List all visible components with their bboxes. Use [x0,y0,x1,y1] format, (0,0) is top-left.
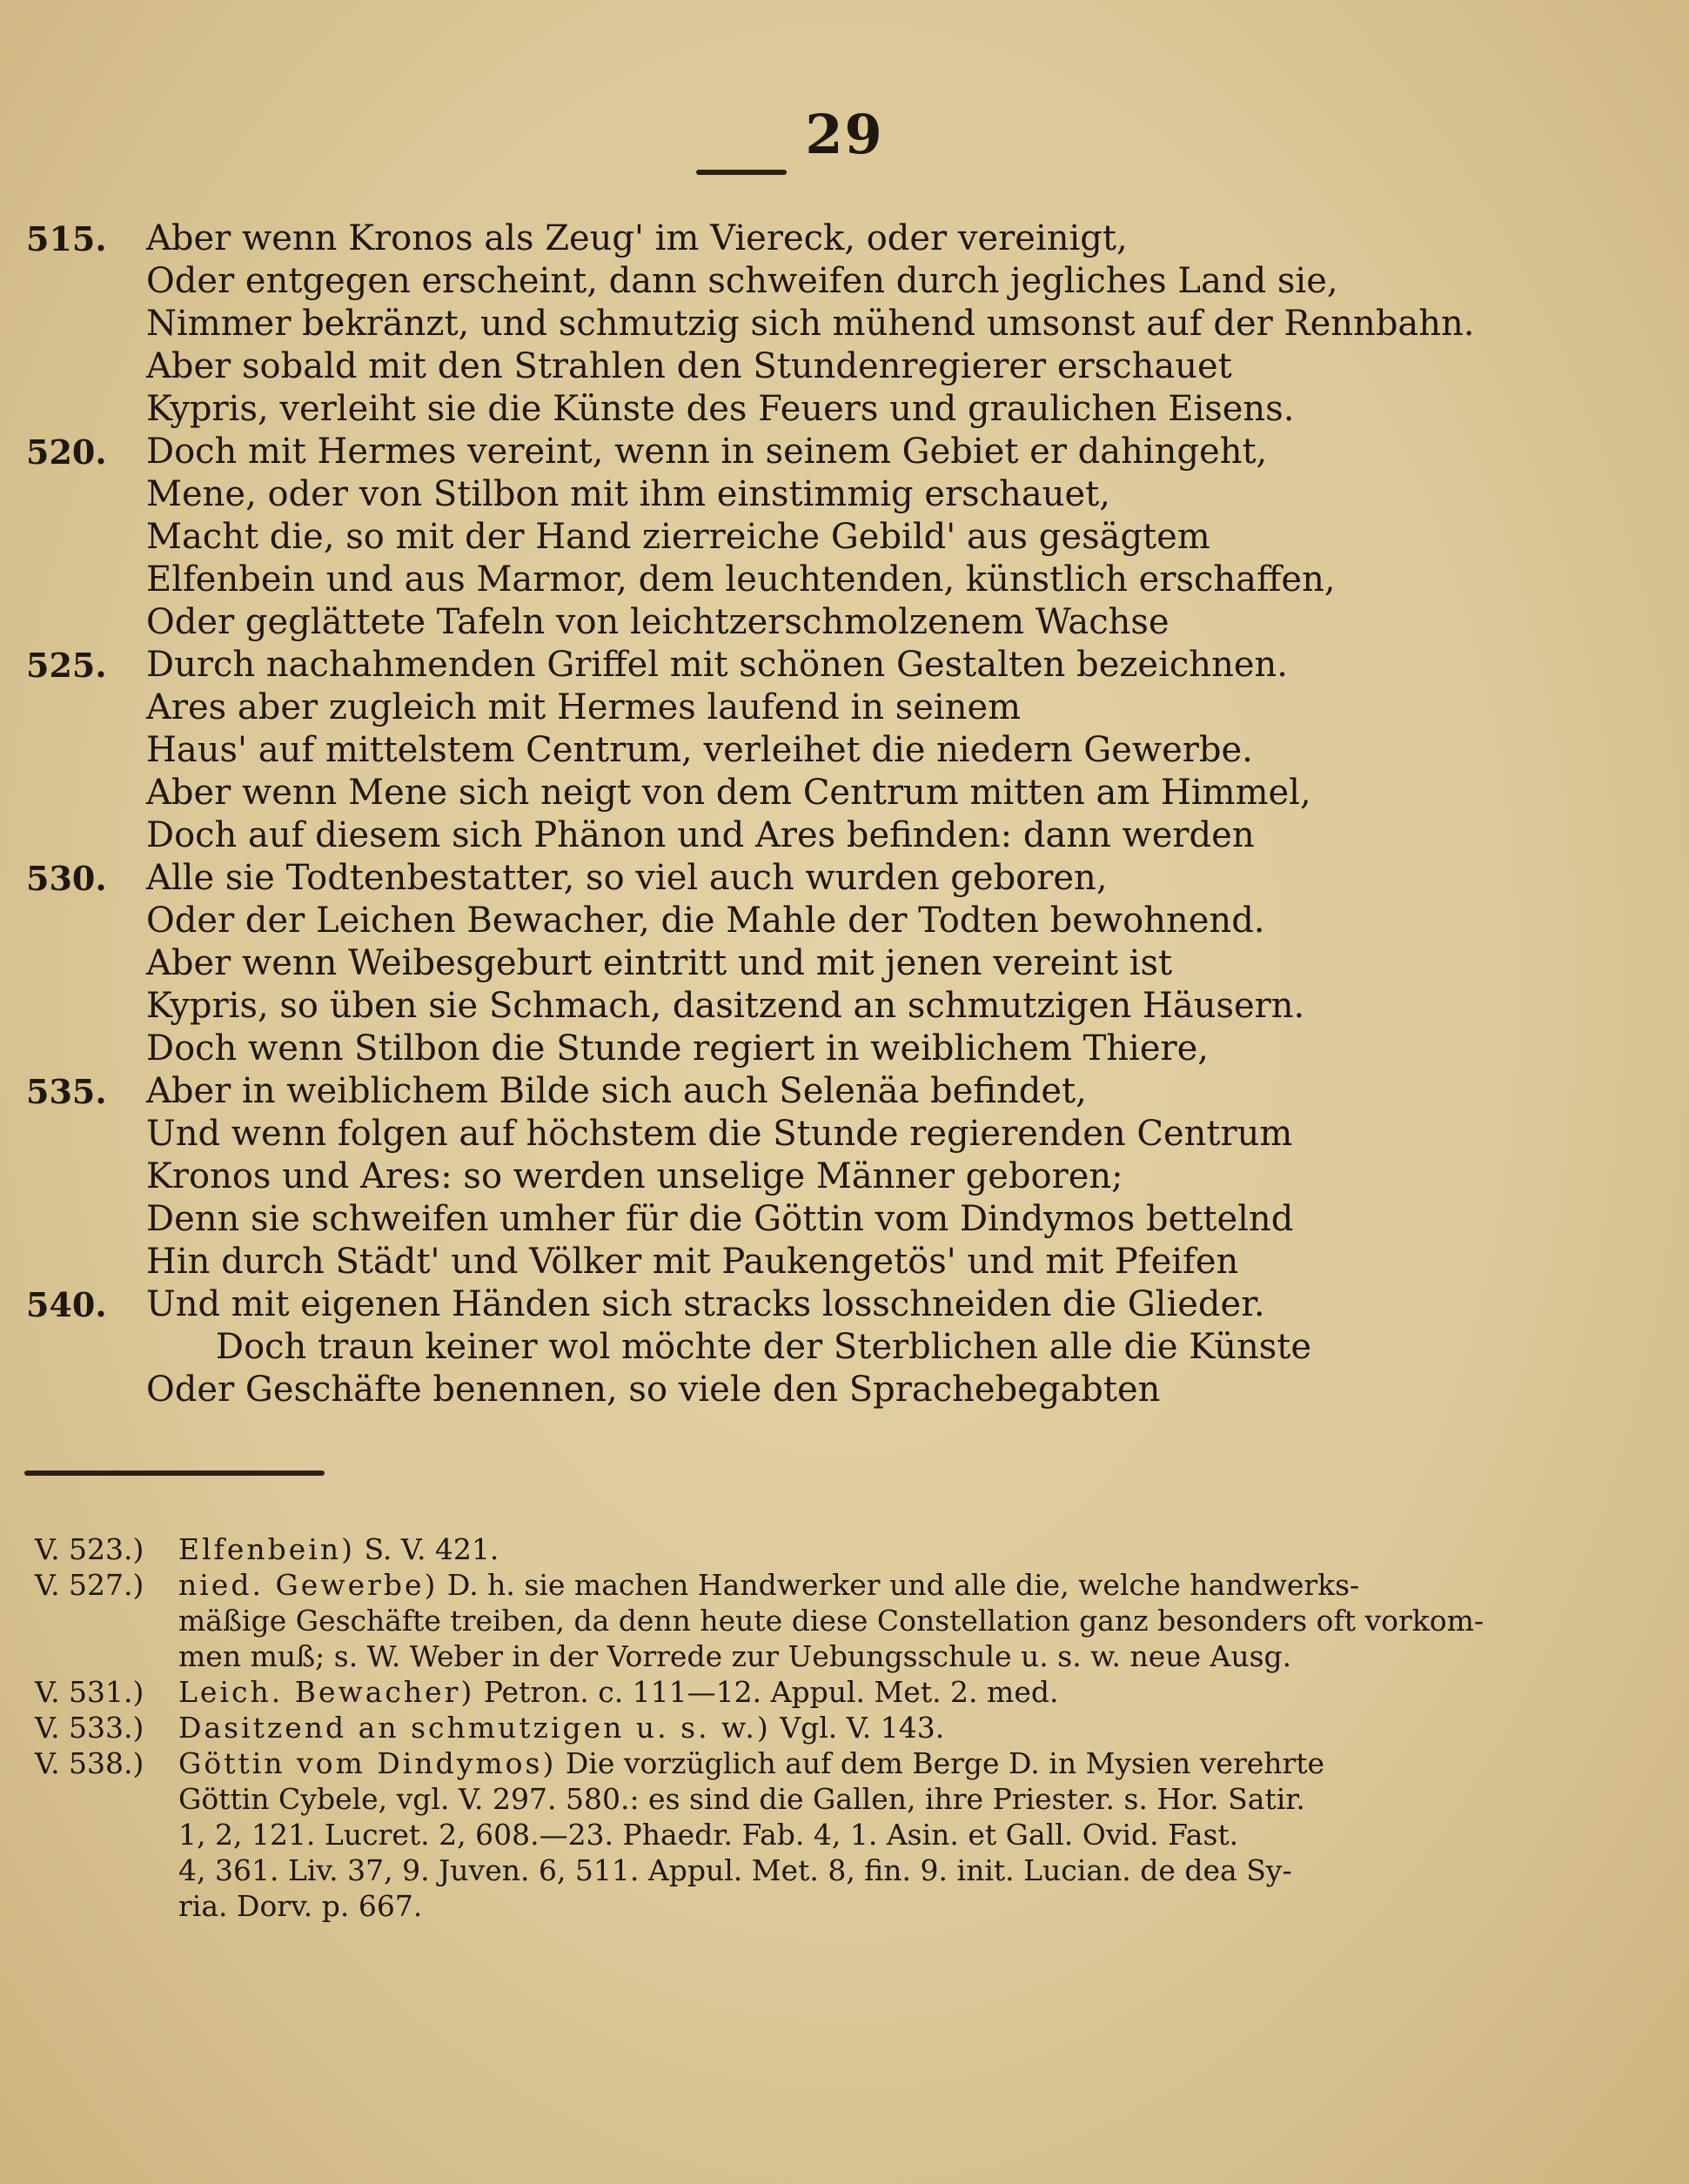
verse-line-text: Kypris, so üben sie Schmach, dasitzend an schmutzigen Häusern. [146,986,1305,1026]
footnote-line [178,1817,1462,1852]
verse-line [26,260,1558,303]
footnote [35,1531,1462,1567]
verse-line [26,900,1558,942]
footnote-text: 4, 361. Liv. 37, 9. Juven. 6, 511. Appul. Met. 8, fin. 9. init. Lucian. de dea Sy- [178,1853,1292,1887]
footnote-line [178,1531,1462,1567]
verse-line [26,601,1558,644]
verse-line-number: 535. [26,1072,107,1111]
verse-line [26,303,1558,345]
verse-line-text: Oder Geschäfte benennen, so viele den Sprachebegabten [146,1370,1161,1410]
footnote-line [178,1674,1462,1710]
verse-line [26,345,1558,388]
verse-line [26,1369,1558,1411]
verse-line-number: 515. [26,219,107,258]
verse-line [26,431,1558,473]
footnote [35,1567,1485,1674]
footnote-verse-ref: V. 523.) [35,1532,144,1566]
footnote-text: 1, 2, 121. Lucret. 2, 608.—23. Phaedr. Fab. 4, 1. Asin. et Gall. Ovid. Fast. [178,1818,1239,1852]
footnote-separator-rule [24,1471,325,1476]
verse-line [26,644,1558,687]
verse-line-text: Hin durch Städt' und Völker mit Paukengetös' und mit Pfeifen [146,1242,1239,1282]
verse-line-number: 530. [26,859,107,898]
footnote-text: ria. Dorv. p. 667. [178,1889,423,1923]
footnote-lemma: Elfenbein) [178,1532,355,1566]
verse-line [26,1113,1558,1156]
page-number: 29 [805,103,884,166]
footnote-text: Petron. c. 111—12. Appul. Met. 2. med. [483,1675,1059,1709]
footnote-text: S. V. 421. [364,1532,499,1566]
verse-line [26,1283,1558,1326]
verse-line [26,516,1558,559]
footnote [35,1710,1462,1745]
verse-line-text: Macht die, so mit der Hand zierreiche Gebild' aus gesägtem [146,517,1210,557]
verse-line-text: Oder geglättete Tafeln von leichtzerschmolzenem Wachse [146,602,1170,642]
verse-line [26,985,1558,1028]
footnote-lemma: Göttin vom Dindymos) [178,1746,557,1780]
footnote-text: mäßige Geschäfte treiben, da denn heute diese Constellation ganz besonders oft vorkom- [178,1604,1485,1638]
verse-line [26,1198,1558,1241]
footnote-verse-ref: V. 538.) [35,1746,144,1780]
footnote [35,1674,1462,1710]
footnotes-block [35,1531,1485,1924]
footnote-text: men muß; s. W. Weber in der Vorrede zur Uebungsschule u. s. w. neue Ausg. [178,1639,1292,1673]
verse-line-text: Durch nachahmenden Griffel mit schönen Gestalten bezeichnen. [146,645,1288,685]
footnote-lemma: nied. Gewerbe) [178,1568,439,1602]
verse-line-text: Oder der Leichen Bewacher, die Mahle der Todten bewohnend. [146,901,1265,941]
footnote-verse-ref: V. 533.) [35,1711,144,1745]
footnote-line [178,1852,1462,1888]
verse-line-text: Doch wenn Stilbon die Stunde regiert in weiblichem Thiere, [146,1028,1210,1069]
verse-line [26,1241,1558,1283]
footnote-line [178,1888,1462,1924]
footnote-lemma: Leich. Bewacher) [178,1675,475,1709]
verse-line-text: Aber in weiblichem Bilde sich auch Selenäa befindet, [146,1071,1087,1111]
verse-line [26,473,1558,516]
verse-block [26,218,1558,1411]
page-number-rule [696,170,787,175]
verse-line-text: Haus' auf mittelstem Centrum, verleihet die niedern Gewerbe. [146,730,1253,770]
verse-line-text: Doch mit Hermes vereint, wenn in seinem Gebiet er dahingeht, [146,432,1268,472]
verse-line-text: Ares aber zugleich mit Hermes laufend in seinem [146,687,1022,727]
footnote-lemma: Dasitzend an schmutzigen u. s. w.) [178,1711,771,1745]
verse-line [26,559,1558,601]
footnote-verse-ref: V. 527.) [35,1568,144,1602]
verse-line-text: Und mit eigenen Händen sich stracks losschneiden die Glieder. [146,1284,1265,1324]
verse-line-text: Kypris, verleiht sie die Künste des Feuers und graulichen Eisens. [146,389,1295,429]
footnote-line [178,1745,1462,1781]
verse-line-text: Aber sobald mit den Strahlen den Stundenregierer erschauet [146,346,1232,386]
footnote-line [178,1638,1462,1674]
footnote-text: Die vorzüglich auf dem Berge D. in Mysien verehrte [565,1746,1325,1780]
verse-line-text: Aber wenn Kronos als Zeug' im Viereck, oder vereinigt, [146,218,1128,258]
footnote-text: D. h. sie machen Handwerker und alle die, welche handwerks- [446,1568,1360,1602]
footnote-text: Vgl. V. 143. [780,1711,945,1745]
verse-line [26,772,1558,814]
verse-line-text: Oder entgegen erscheint, dann schweifen durch jegliches Land sie, [146,261,1338,301]
footnote-line [178,1567,1462,1603]
verse-line [26,729,1558,772]
footnote [35,1745,1462,1924]
verse-line [26,1326,1558,1369]
verse-line-number: 520. [26,432,107,472]
footnote-text: Göttin Cybele, vgl. V. 297. 580.: es sind die Gallen, ihre Priester. s. Hor. Satir. [178,1782,1305,1816]
verse-line [26,1156,1558,1198]
verse-line-text: Und wenn folgen auf höchstem die Stunde regierenden Centrum [146,1114,1293,1154]
verse-line [26,218,1558,260]
verse-line [26,687,1558,729]
verse-line-text: Doch auf diesem sich Phänon und Ares befinden: dann werden [146,815,1255,855]
verse-line-text: Elfenbein und aus Marmor, dem leuchtenden, künstlich erschaffen, [146,559,1336,600]
verse-line-number: 525. [26,646,107,685]
verse-line-text: Nimmer bekränzt, und schmutzig sich mühend umsonst auf der Rennbahn. [146,304,1475,344]
verse-line-text: Alle sie Todtenbestatter, so viel auch wurden geboren, [146,858,1108,898]
verse-line-number: 540. [26,1285,107,1324]
verse-line [26,942,1558,985]
verse-line [26,388,1558,431]
verse-line [26,857,1558,900]
verse-line-text: Mene, oder von Stilbon mit ihm einstimmig erschauet, [146,474,1110,514]
footnote-line [178,1710,1462,1745]
verse-line-text: Aber wenn Weibesgeburt eintritt und mit jenen vereint ist [146,943,1173,983]
footnote-line [178,1603,1485,1638]
footnote-line [178,1781,1462,1817]
footnote-verse-ref: V. 531.) [35,1675,144,1709]
verse-line-text: Doch traun keiner wol möchte der Sterblichen alle die Künste [216,1327,1312,1367]
verse-line [26,814,1558,857]
verse-line [26,1028,1558,1070]
verse-line-text: Kronos und Ares: so werden unselige Männer geboren; [146,1156,1123,1196]
verse-line [26,1070,1558,1113]
verse-line-text: Aber wenn Mene sich neigt von dem Centrum mitten am Himmel, [146,773,1311,813]
verse-line-text: Denn sie schweifen umher für die Göttin vom Dindymos bettelnd [146,1199,1294,1239]
